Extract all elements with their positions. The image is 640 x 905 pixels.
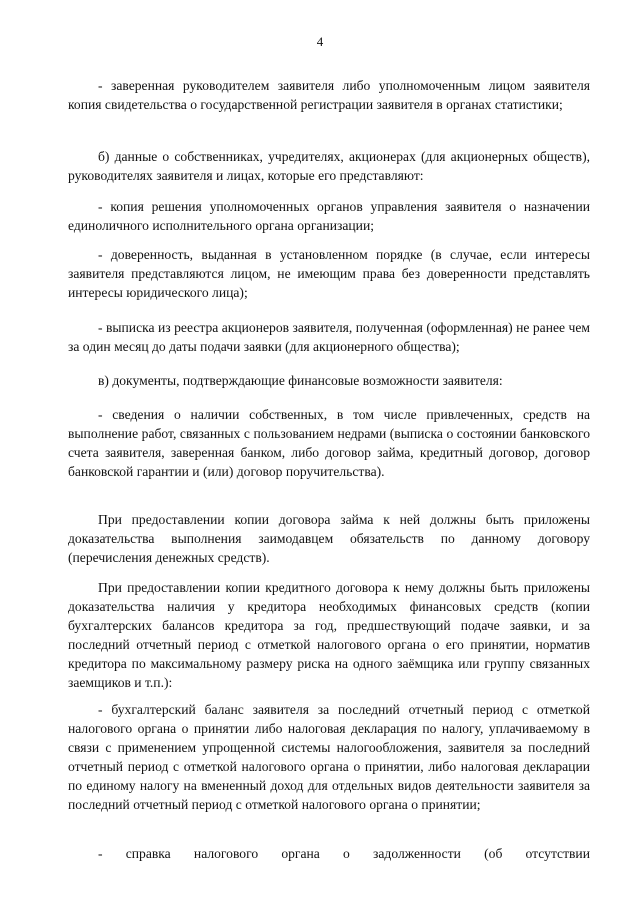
paragraph-certified-copy: - заверенная руководителем заявителя либо уполномоченным лицом заявителя копия свидетельства о государственной регистрации заявителя в органах статистики; <box>68 78 590 112</box>
paragraph-power-of-attorney: - доверенность, выданная в установленном порядке (в случае, если интересы заявителя представляются лицом, не имеющим права без доверенности представлять интересы юридического лица); <box>68 247 590 300</box>
paragraph-funds-info: - сведения о наличии собственных, в том числе привлеченных, средств на выполнение работ, связанных с пользованием недрами (выписка о состоянии банковского счета заявителя, заверенная банком, либо договор займа, кредитный договор, договор банковской гарантии и (или) договор поручительства). <box>68 407 590 479</box>
paragraph-loan-agreement: При предоставлении копии договора займа к ней должны быть приложены доказательства выполнения заимодавцем обязательств по данному договору (перечисления денежных средств). <box>68 512 590 565</box>
paragraph-owners-data: б) данные о собственниках, учредителях, акционерах (для акционерных обществ), руководителях заявителя и лицах, которые его представляют: <box>68 149 590 183</box>
paragraph-credit-agreement: При предоставлении копии кредитного договора к нему должны быть приложены доказательства наличия у кредитора необходимых финансовых средств (копии бухгалтерских балансов кредитора за год, предшествующий подаче заявки, и за последний отчетный период с отметкой налогового органа о его принятии, норматив кредитора по максимальному размеру риска на одного заёмщика или группу связанных заемщиков и т.п.): <box>68 580 590 690</box>
paragraph-decision-copy: - копия решения уполномоченных органов управления заявителя о назначении единоличного исполнительного органа организации; <box>68 199 590 233</box>
paragraph-tax-certificate: - справка налогового органа о задолженности (об отсутствии <box>98 846 590 861</box>
page-number: 4 <box>316 34 324 49</box>
paragraph-balance-sheet: - бухгалтерский баланс заявителя за последний отчетный период с отметкой налогового органа о принятии либо налоговая декларация по налогу, уплачиваемому в связи с применением упрощенной системы налогообложения, заявителя за последний отчетный период с отметкой налогового органа о принятии, либо налоговая декларации по единому налогу на вмененный доход для отдельных видов деятельности заявителя за последний отчетный период с отметкой налогового органа о принятии; <box>68 702 590 812</box>
paragraph-shareholder-register: - выписка из реестра акционеров заявителя, полученная (оформленная) не ранее чем за один месяц до даты подачи заявки (для акционерного общества); <box>68 320 590 354</box>
paragraph-financial-documents: в) документы, подтверждающие финансовые возможности заявителя: <box>98 373 503 388</box>
